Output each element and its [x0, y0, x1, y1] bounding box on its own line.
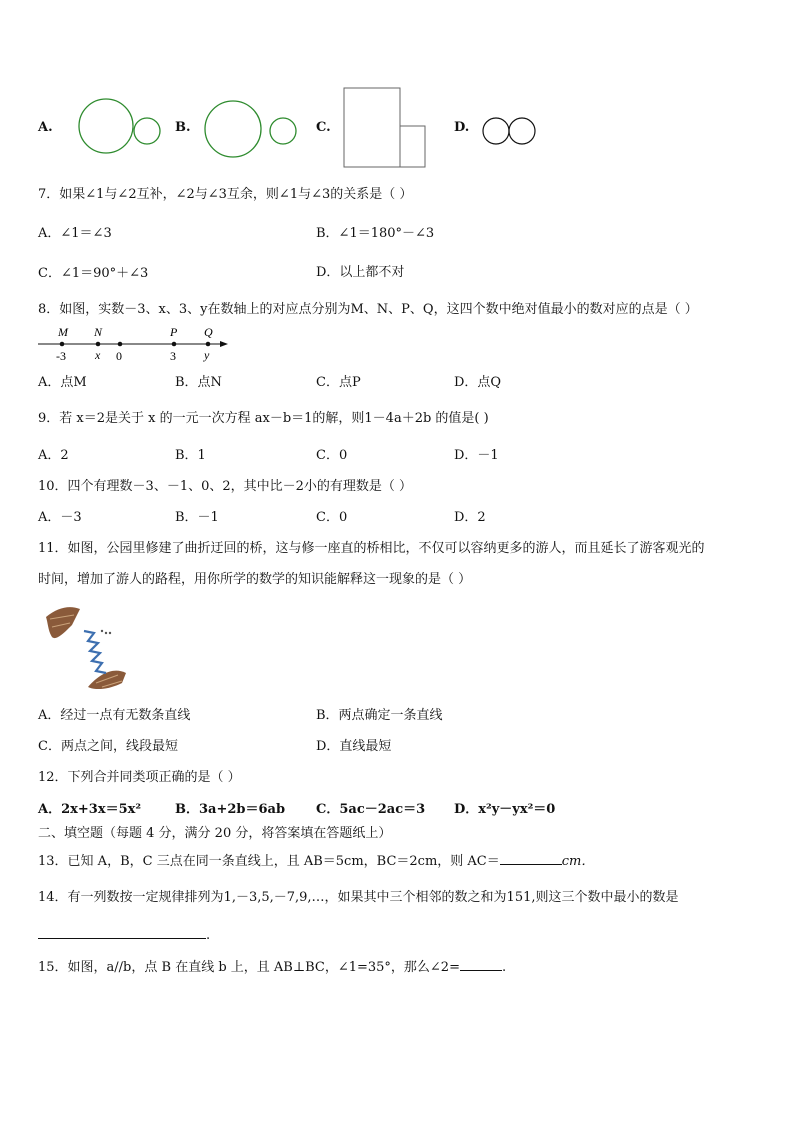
- point-p: [172, 342, 177, 347]
- q7-option-b: B．∠1＝180°－∠3: [316, 226, 435, 241]
- q6-option-c-figure: [340, 86, 430, 170]
- q10-option-b: B．－1: [175, 510, 219, 525]
- q9-option-b: B．1: [175, 448, 206, 463]
- q12-option-b: B．3a+2b＝6ab: [175, 802, 286, 817]
- small-rectangle: [400, 126, 425, 167]
- section-title-fill-in: 二、填空题（每题 4 分，满分 20 分，将答案填在答题纸上）: [38, 826, 392, 841]
- zigzag-bridge-illustration: [44, 603, 130, 689]
- point-n-value: x: [95, 348, 101, 362]
- q6-option-c-label: C.: [316, 120, 331, 135]
- q6-option-a-figure: [74, 94, 164, 158]
- q14-period: .: [206, 928, 211, 943]
- q7-option-c: C．∠1＝90°＋∠3: [38, 266, 149, 281]
- q7-option-a: A．∠1＝∠3: [38, 226, 112, 241]
- small-circle: [134, 118, 160, 144]
- q12-option-d: D．x²y－yx²＝0: [454, 802, 556, 817]
- point-n: [96, 342, 101, 347]
- point-zero-value: 0: [116, 349, 122, 363]
- q11-option-b: B．两点确定一条直线: [316, 708, 443, 723]
- point-m: [60, 342, 65, 347]
- q8-option-d: D．点Q: [454, 375, 502, 390]
- q12-option-c: C．5ac－2ac＝3: [316, 802, 426, 817]
- point-q: [206, 342, 211, 347]
- q6-option-b-label: B.: [175, 120, 191, 135]
- q11-option-a: A．经过一点有无数条直线: [38, 708, 191, 723]
- q7-option-d: D．以上都不对: [316, 265, 405, 280]
- q13-text: 13．已知 A，B，C 三点在同一条直线上，且 AB＝5cm，BC＝2cm，则 AC＝: [38, 854, 500, 869]
- q15-period: .: [501, 960, 507, 975]
- q6-option-d-figure: [480, 114, 540, 148]
- q8-option-a: A．点M: [38, 375, 87, 390]
- point-m-value: -3: [56, 349, 66, 363]
- q6-option-b-figure: [200, 98, 304, 162]
- point-zero: [118, 342, 123, 347]
- point-m-name: M: [58, 325, 68, 339]
- large-rectangle: [344, 88, 400, 167]
- q12-stem: 12．下列合并同类项正确的是（ ）: [38, 770, 241, 785]
- q14-answer-blank[interactable]: [38, 926, 206, 939]
- q10-option-a: A．－3: [38, 510, 82, 525]
- q10-stem: 10．四个有理数－3、－1、0、2，其中比－2小的有理数是（ ）: [38, 479, 413, 494]
- q15-line: [38, 958, 506, 976]
- q8-option-c: C．点P: [316, 375, 361, 390]
- q15-answer-blank[interactable]: [460, 958, 502, 971]
- lower-bank: [88, 671, 126, 689]
- big-circle: [79, 99, 133, 153]
- q9-stem: 9．若 x＝2是关于 x 的一元一次方程 ax－b＝1的解，则1－4a＋2b 的值是( ): [38, 411, 489, 426]
- right-circle: [509, 118, 535, 144]
- point-p-name: P: [170, 325, 178, 339]
- q10-option-c: C．0: [316, 510, 348, 525]
- point-q-value: y: [204, 348, 210, 362]
- q11-option-c: C．两点之间，线段最短: [38, 739, 178, 754]
- q14-answer-line: [38, 926, 210, 944]
- q9-option-d: D．－1: [454, 448, 499, 463]
- q14-stem: 14．有一列数按一定规律排列为1,－3,5,－7,9,…，如果其中三个相邻的数之和为151,则这三个数中最小的数是: [38, 890, 679, 905]
- big-circle: [205, 101, 261, 157]
- q11-option-d: D．直线最短: [316, 739, 392, 754]
- point-p-value: 3: [170, 349, 176, 363]
- point-q-name: Q: [204, 325, 213, 339]
- axis-arrow-icon: [220, 341, 228, 347]
- small-circle: [270, 118, 296, 144]
- q10-option-d: D．2: [454, 510, 486, 525]
- q12-option-a: A．2x+3x＝5x²: [38, 802, 142, 817]
- q9-option-a: A．2: [38, 448, 69, 463]
- left-circle: [483, 118, 509, 144]
- q7-stem: 7．如果∠1与∠2互补，∠2与∠3互余，则∠1与∠3的关系是（ ）: [38, 187, 413, 202]
- zigzag-bridge: [84, 631, 106, 673]
- q13-line: [38, 852, 594, 870]
- q13-unit: cm．: [561, 854, 595, 869]
- upper-bank: [46, 607, 80, 638]
- q13-answer-blank[interactable]: [500, 852, 562, 865]
- q11-stem-line1: 11．如图，公园里修建了曲折迂回的桥，这与修一座直的桥相比，不仅可以容纳更多的游人，而且延长了游客观光的: [38, 541, 705, 556]
- q6-option-a-label: A.: [38, 120, 53, 135]
- q15-text: 15．如图，a//b，点 B 在直线 b 上，且 AB⊥BC，∠1=35°，那么∠2=: [38, 960, 460, 975]
- q8-stem: 8．如图，实数－3、x、3、y在数轴上的对应点分别为M、N、P、Q，这四个数中绝对值最小的数对应的点是（ ）: [38, 302, 698, 317]
- q11-stem-line2: 时间，增加了游人的路程，用你所学的数学的知识能解释这一现象的是（ ）: [38, 572, 472, 587]
- q8-number-line: [36, 322, 232, 366]
- q6-option-d-label: D.: [454, 120, 470, 135]
- point-n-name: N: [94, 325, 103, 339]
- q9-option-c: C．0: [316, 448, 348, 463]
- q8-option-b: B．点N: [175, 375, 222, 390]
